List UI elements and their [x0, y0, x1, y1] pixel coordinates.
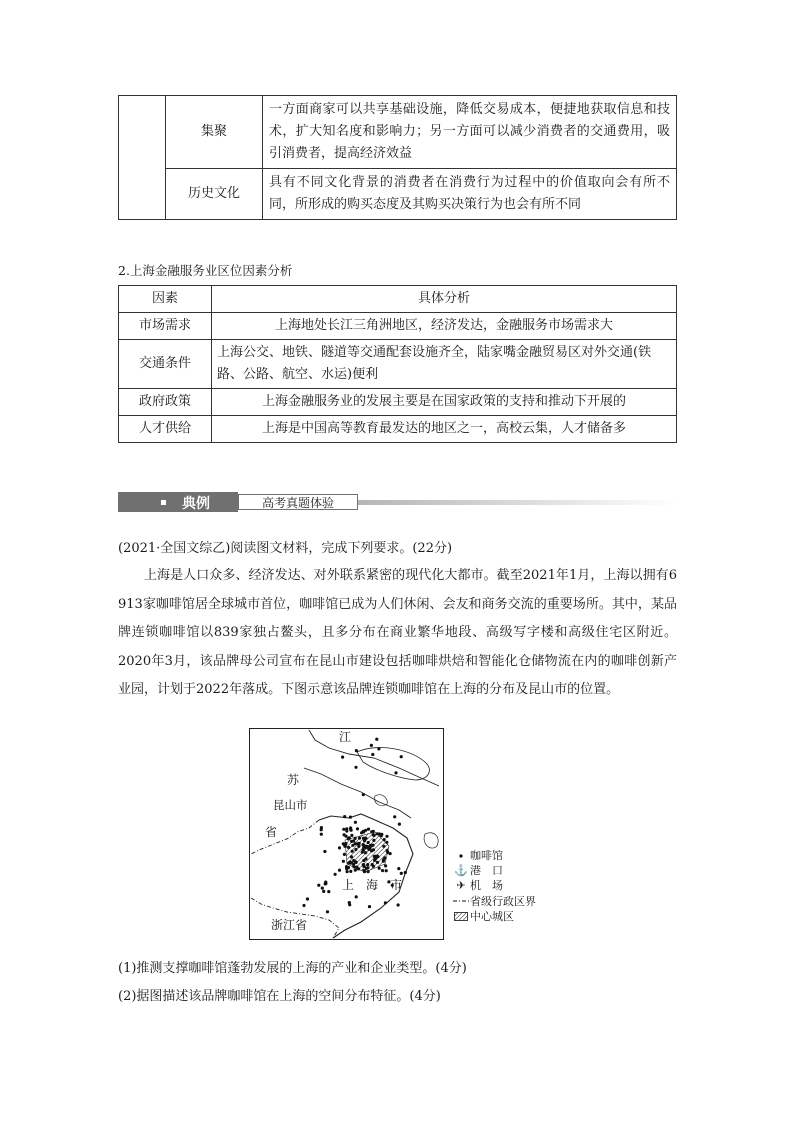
cafe-dot: [345, 835, 348, 838]
cafe-dot: [382, 845, 385, 848]
cafe-dot: [350, 855, 353, 858]
map-legend: [452, 848, 536, 924]
question-2: (2)据图描述该品牌咖啡馆在上海的空间分布特征。(4分): [118, 989, 441, 1004]
legend-label: 机 场: [470, 879, 503, 893]
cafe-dot: [370, 744, 373, 747]
cafe-dot: [389, 852, 392, 855]
table-cell-analysis: 上海地处长江三角洲地区，经济发达，金融服务市场需求大: [212, 313, 677, 340]
cafe-dot: [384, 864, 387, 867]
cafe-dot: [324, 881, 327, 884]
cafe-dot: [404, 871, 407, 874]
square-bullet-icon: [161, 500, 166, 505]
cafe-dot: [347, 866, 350, 869]
cafe-dot: [338, 869, 341, 872]
cafe-dot: [357, 845, 360, 848]
cafe-dot: [370, 849, 373, 852]
cafe-dot: [355, 866, 358, 869]
banner-divider: [358, 500, 677, 505]
cafe-dot: [343, 845, 346, 848]
cafe-dot: [397, 867, 400, 870]
label-su: 苏: [287, 773, 300, 787]
cafe-dot: [367, 828, 370, 831]
cafe-dot: [372, 839, 375, 842]
cafe-dot: [355, 895, 358, 898]
cafe-dot: [364, 857, 367, 860]
table-row: [119, 340, 677, 389]
cafe-dot: [341, 756, 344, 759]
legend-item: [452, 909, 536, 924]
banner-label: 典例: [182, 496, 210, 512]
table-row: [119, 96, 677, 169]
cafe-dot: [368, 905, 371, 908]
table-cell-desc: 具有不同文化背景的消费者在消费行为过程中的价值取向会有所不同，所形成的购买态度及其购买决策行为也会有所不同: [263, 169, 677, 220]
label-kunshan: 昆山市: [273, 798, 308, 812]
cafe-dot: [321, 887, 324, 890]
table-cell-blank: [119, 96, 166, 220]
cafe-dot: [367, 841, 370, 844]
cafe-dot: [348, 901, 351, 904]
cafe-dot: [352, 859, 355, 862]
table-cell-factor: 交通条件: [119, 340, 212, 389]
cafe-dot: [362, 830, 365, 833]
cafe-dot: [342, 860, 345, 863]
cafe-dot: [385, 835, 388, 838]
cafe-dot: [393, 815, 396, 818]
table-cell-factor: 人才供给: [119, 416, 212, 443]
cafe-dot: [354, 821, 357, 824]
cafe-dot: [354, 766, 357, 769]
cafe-dot: [350, 861, 353, 864]
cafe-dot: [376, 861, 379, 864]
cafe-dot: [384, 901, 387, 904]
boundary-line-icon: [452, 898, 470, 904]
cafe-dot: [382, 860, 385, 863]
table-cell-analysis: 上海公交、地铁、隧道等交通配套设施齐全，陆家嘴金融贸易区对外交通(铁路、公路、航空、水运)便利: [212, 340, 677, 389]
cafe-dot: [394, 771, 397, 774]
example-paragraph: 上海是人口众多、经济发达、对外联系紧密的现代化大都市。截至2021年1月，上海以拥有6 913家咖啡馆居全球城市首位，咖啡馆已成为人们休闲、会友和商务交流的重要场所。其中，某品牌连锁咖啡馆以839家独占鳌头，且多分布在商业繁华地段、高级写字楼和高级住宅区附近。2020年3月，该品牌母公司宣布在昆山市建设包括咖啡烘焙和智能化仓储物流在内的咖啡创新产业园，计划于2022年落成。下图示意该品牌连锁咖啡馆在上海的分布及昆山市的位置。: [118, 568, 677, 698]
table-row: [119, 416, 677, 443]
table-header-row: [119, 286, 677, 313]
table-cell-analysis: 上海金融服务业的发展主要是在国家政策的支持和推动下开展的: [212, 389, 677, 416]
cafe-dot: [369, 844, 372, 847]
table-cell-factor: 市场需求: [119, 313, 212, 340]
cafe-dot: [363, 839, 366, 842]
cafe-dot: [367, 870, 370, 873]
legend-item: [452, 863, 536, 878]
anchor-icon: ⚓: [454, 864, 468, 878]
cafe-dot: [320, 826, 323, 829]
cafe-dot: [342, 828, 345, 831]
table-cell-analysis: 上海是中国高等教育最发达的地区之一，高校云集，人才储备多: [212, 416, 677, 443]
cafe-dot: [326, 910, 329, 913]
finance-factor-table: [118, 285, 677, 443]
banner-bar: [118, 492, 238, 512]
cafe-dot: [398, 823, 401, 826]
cafe-dot: [338, 846, 341, 849]
cafe-dot: [323, 850, 326, 853]
legend-label: 港 口: [470, 864, 503, 878]
cafe-dot: [302, 904, 305, 907]
cafe-dot: [350, 840, 353, 843]
cafe-dot: [356, 827, 359, 830]
cafe-dot: [374, 855, 377, 858]
table-cell-factor: 历史文化: [166, 169, 263, 220]
shanghai-cafe-map: [249, 728, 444, 940]
cafe-dot: [386, 849, 389, 852]
cafe-dot: [345, 829, 348, 832]
cafe-dot: [349, 816, 352, 819]
cafe-dot: [371, 753, 374, 756]
cafe-dot: [380, 834, 383, 837]
example-banner: [118, 492, 677, 512]
question-1: (1)推测支撑咖啡馆蓬勃发展的上海的产业和企业类型。(4分): [118, 961, 467, 976]
cafe-dot: [364, 851, 367, 854]
cafe-dot: [400, 755, 403, 758]
cafe-dot: [350, 834, 353, 837]
cafe-dot: [373, 834, 376, 837]
cafe-dot: [349, 826, 352, 829]
column-header-analysis: 具体分析: [212, 286, 677, 313]
cafe-dot: [385, 841, 388, 844]
cafe-dot: [306, 897, 309, 900]
cafe-dot: [358, 837, 361, 840]
cafe-dot: [362, 863, 365, 866]
banner-tag: 高考真题体验: [238, 494, 358, 510]
cafe-dot: [400, 872, 403, 875]
cafe-dot: [334, 873, 337, 876]
example-intro: (2021·全国文综乙)阅读图文材料，完成下列要求。(22分): [118, 541, 453, 556]
cafe-dot: [347, 846, 350, 849]
legend-label: 省级行政区界: [470, 894, 536, 908]
map-frame: [250, 729, 444, 940]
cafe-dot: [346, 870, 349, 873]
cafe-dot: [377, 747, 380, 750]
label-jiang: 江: [339, 730, 352, 744]
cafe-dot: [354, 848, 357, 851]
cafe-dot: [347, 861, 350, 864]
airplane-icon: ✈: [456, 879, 466, 893]
label-zhejiang: 浙江省: [271, 918, 308, 932]
table-row: [119, 313, 677, 340]
table-row: [119, 389, 677, 416]
cafe-dot: [371, 863, 374, 866]
table-row: [119, 169, 677, 220]
cafe-dot: [362, 843, 365, 846]
label-sheng: 省: [265, 825, 278, 839]
cafe-dot: [366, 863, 369, 866]
factor-table-1: [118, 95, 677, 220]
cafe-dot: [397, 903, 400, 906]
cafe-dot: [343, 815, 346, 818]
legend-label: 中心城区: [470, 909, 514, 923]
cafe-dot: [327, 890, 330, 893]
table-cell-desc: 一方面商家可以共享基础设施，降低交易成本，便捷地获取信息和技术，扩大知名度和影响力；另一方面可以减少消费者的交通费用，吸引消费者，提高经济效益: [263, 96, 677, 169]
hatch-swatch-icon: [452, 912, 470, 921]
legend-item: [452, 848, 536, 863]
column-header-factor: 因素: [119, 286, 212, 313]
label-shanghai: 上 海 市: [342, 878, 403, 892]
cafe-dot: [381, 869, 384, 872]
legend-item: [452, 894, 536, 909]
cafe-dot: [365, 867, 368, 870]
cafe-dot: [317, 884, 320, 887]
cafe-dot: [378, 867, 381, 870]
section-title: 2.上海金融服务业区位因素分析: [118, 263, 293, 278]
cafe-dot: [370, 830, 373, 833]
cafe-dot: [363, 870, 366, 873]
cafe-dot: [355, 749, 358, 752]
cafe-dot: [385, 869, 388, 872]
cafe-dot: [343, 853, 346, 856]
cafe-dot: [351, 850, 354, 853]
legend-item: [452, 878, 536, 893]
legend-label: 咖啡馆: [470, 849, 503, 862]
cafe-dot: [348, 836, 351, 839]
cafe-dot: [365, 846, 368, 849]
cafe-dot: [362, 793, 365, 796]
table-cell-factor: 集聚: [166, 96, 263, 169]
cafe-dot: [375, 738, 378, 741]
cafe-dot: [383, 838, 386, 841]
table-cell-factor: 政府政策: [119, 389, 212, 416]
dot-icon: [452, 851, 470, 861]
cafe-dot: [320, 833, 323, 836]
cafe-dot: [354, 842, 357, 845]
cafe-dot: [322, 890, 325, 893]
cafe-dot: [349, 870, 352, 873]
